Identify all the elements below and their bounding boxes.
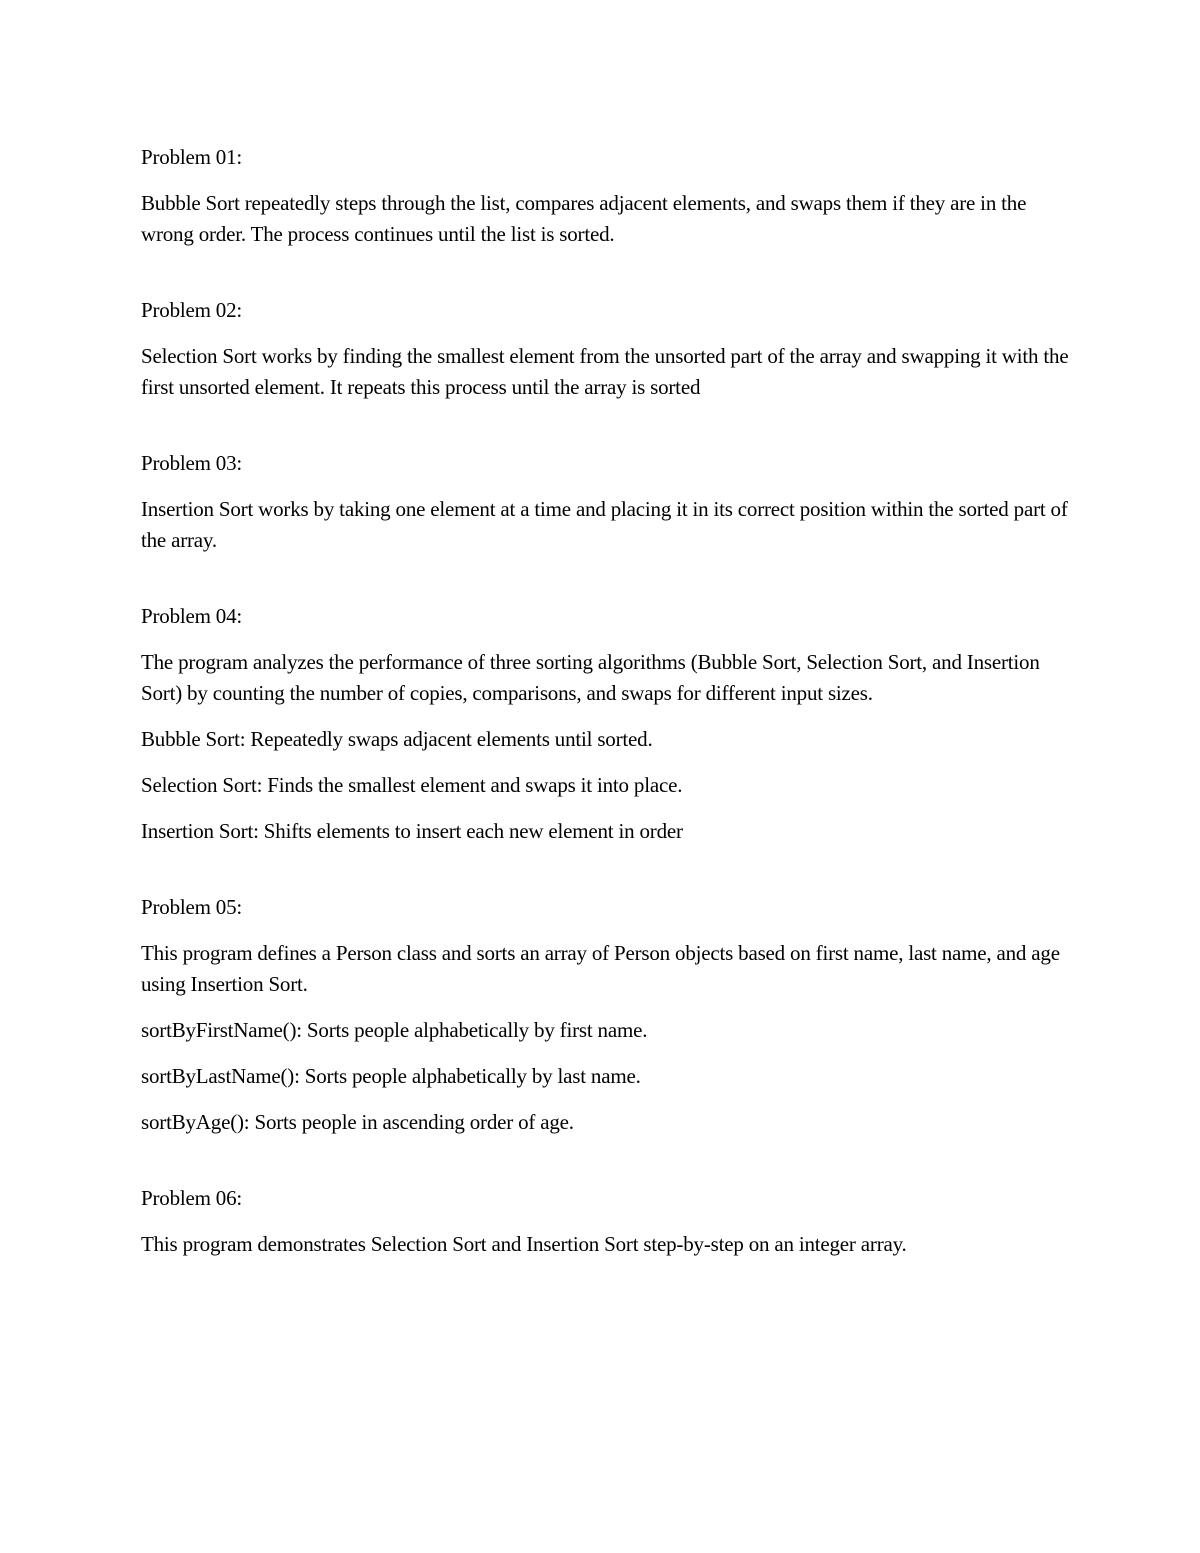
problem-06-section <box>141 1183 1071 1260</box>
problem-03-heading: Problem 03: <box>141 451 243 475</box>
problem-01-description: Bubble Sort repeatedly steps through the list, compares adjacent elements, and swaps them if they are in the wrong order. The process continues until the list is sorted. <box>141 191 1027 246</box>
document-body <box>141 142 1071 1305</box>
problem-01-heading: Problem 01: <box>141 145 243 169</box>
problem-02-heading: Problem 02: <box>141 298 243 322</box>
problem-06-heading: Problem 06: <box>141 1186 243 1210</box>
problem-03-section <box>141 448 1071 556</box>
problem-06-description: This program demonstrates Selection Sort and Insertion Sort step-by-step on an integer array. <box>141 1232 907 1256</box>
problem-05-section <box>141 892 1071 1138</box>
problem-04-insertion-sort-note: Insertion Sort: Shifts elements to insert each new element in order <box>141 819 683 843</box>
problem-04-description: The program analyzes the performance of three sorting algorithms (Bubble Sort, Selection Sort, and Insertion Sort) by counting the number of copies, comparisons, and swaps for different input sizes. <box>141 650 1040 705</box>
problem-05-heading: Problem 05: <box>141 895 243 919</box>
problem-04-section <box>141 601 1071 847</box>
problem-05-description: This program defines a Person class and sorts an array of Person objects based on first name, last name, and age using Insertion Sort. <box>141 941 1060 996</box>
problem-02-description: Selection Sort works by finding the smallest element from the unsorted part of the array and swapping it with the first unsorted element. It repeats this process until the array is sorted <box>141 344 1069 399</box>
problem-05-sort-by-first-name: sortByFirstName(): Sorts people alphabetically by first name. <box>141 1018 648 1042</box>
problem-04-bubble-sort-note: Bubble Sort: Repeatedly swaps adjacent elements until sorted. <box>141 727 653 751</box>
problem-04-heading: Problem 04: <box>141 604 243 628</box>
problem-05-sort-by-age: sortByAge(): Sorts people in ascending order of age. <box>141 1110 574 1134</box>
problem-05-sort-by-last-name: sortByLastName(): Sorts people alphabetically by last name. <box>141 1064 641 1088</box>
problem-03-description: Insertion Sort works by taking one element at a time and placing it in its correct position within the sorted part of the array. <box>141 497 1068 552</box>
problem-04-selection-sort-note: Selection Sort: Finds the smallest element and swaps it into place. <box>141 773 683 797</box>
problem-01-section <box>141 142 1071 250</box>
problem-02-section <box>141 295 1071 403</box>
